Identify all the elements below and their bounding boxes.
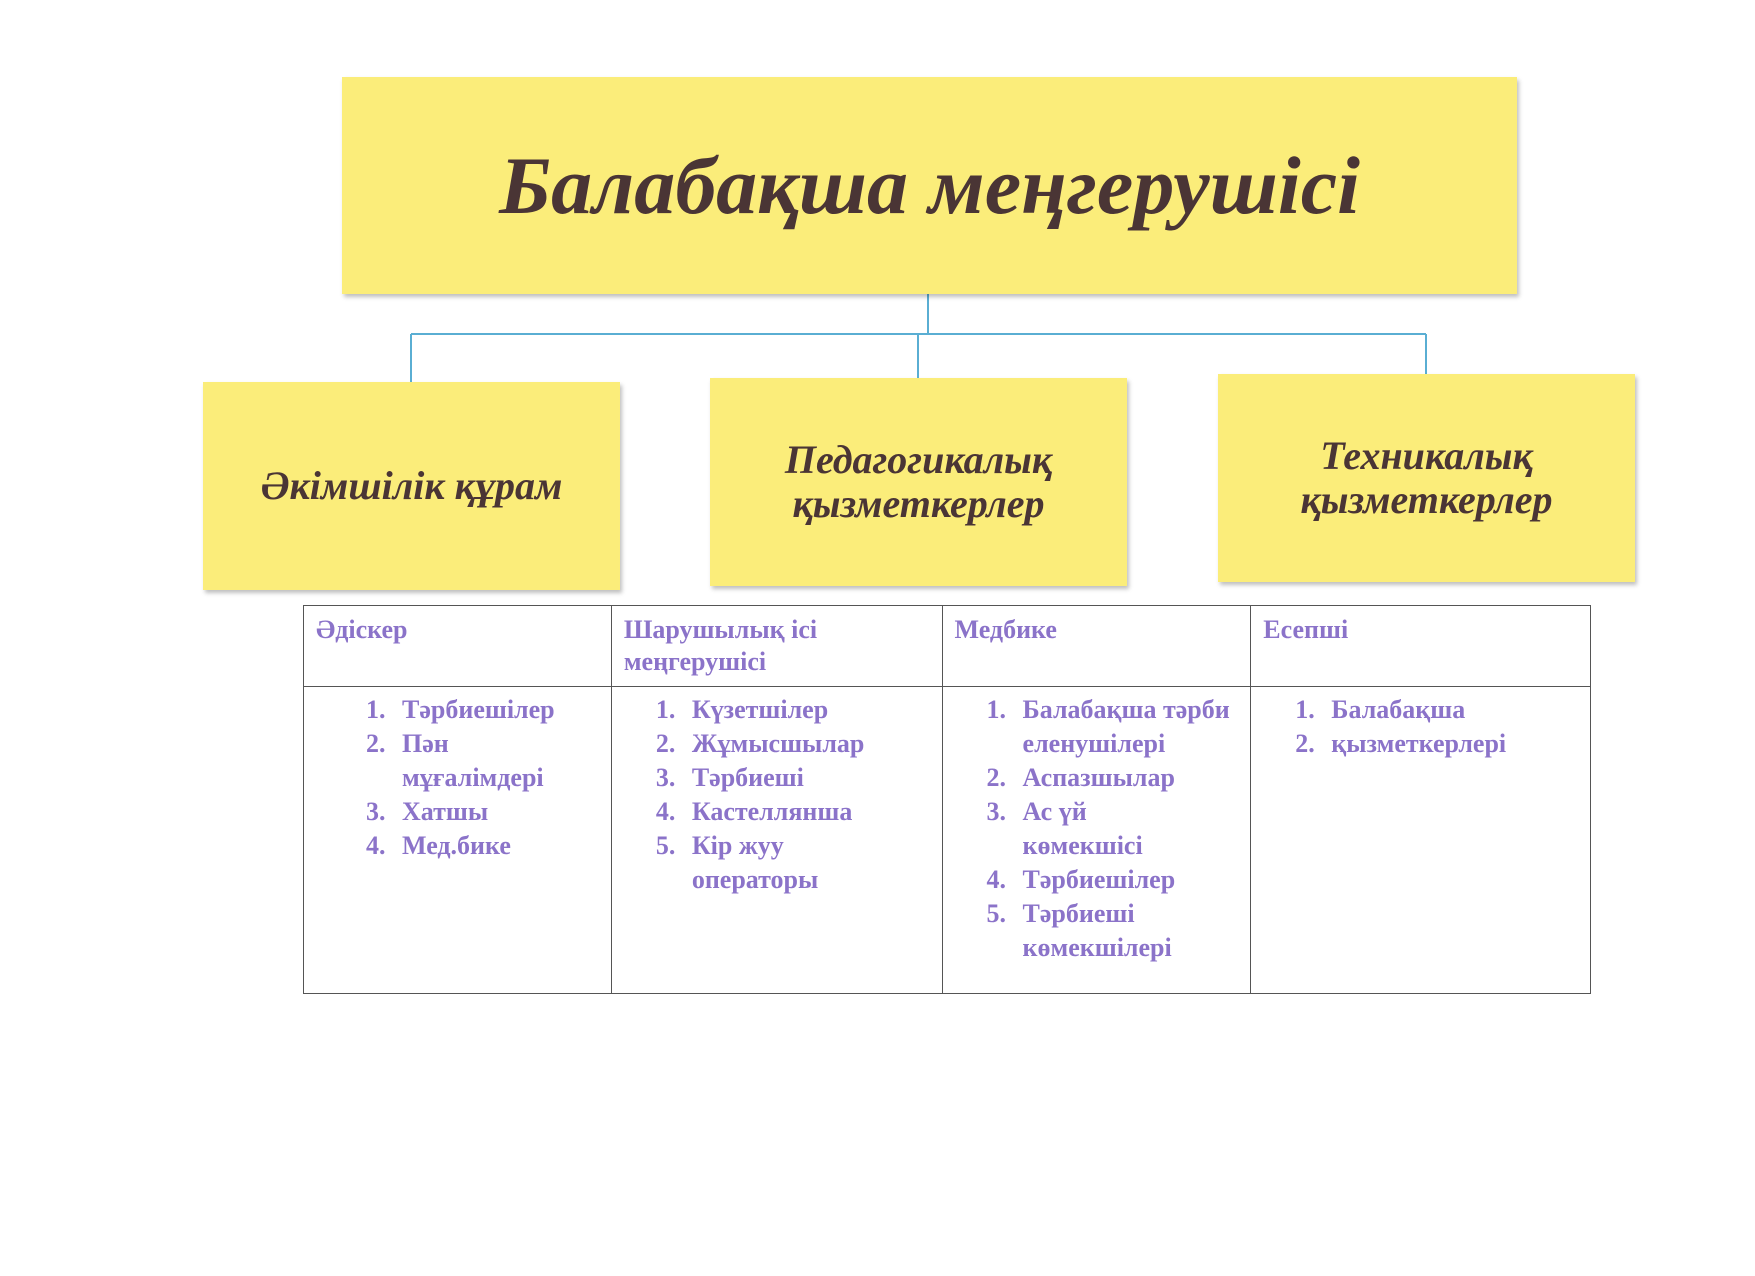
list-item: 4. Кастеллянша [682, 795, 928, 829]
list-item: 3. Тәрбиеші [682, 761, 928, 795]
list-item: 5. Тәрбиеші көмекшілері [1013, 897, 1183, 965]
list-item: 1. Балабақша [1321, 693, 1576, 727]
staff-list [612, 693, 928, 897]
list-item: 3. Хатшы [392, 795, 597, 829]
dept-box-pedagogical [710, 378, 1127, 586]
table-cell [942, 687, 1251, 994]
dept-label-admin: Әкімшілік құрам [260, 463, 563, 508]
list-item: 2. қызметкерлері [1321, 727, 1576, 761]
list-item: 4. Мед.бике [392, 829, 597, 863]
dept-label-pedagogical: Педагогикалық қызметкерлер [784, 437, 1053, 526]
table-header-cell: Есепші [1251, 606, 1591, 687]
head-box [342, 77, 1517, 294]
list-item: 2. Аспазшылар [1013, 761, 1237, 795]
list-item: 2. Пән мұғалімдері [392, 727, 597, 795]
table-header-row [304, 606, 1591, 687]
list-item: 1. Күзетшілер [682, 693, 928, 727]
list-item: 5. Кір жуу операторы [682, 829, 842, 897]
table-header-cell: Шарушылық ісі меңгерушісі [611, 606, 942, 687]
table-cell [304, 687, 612, 994]
table-cell [611, 687, 942, 994]
table-cell [1251, 687, 1591, 994]
staff-list [1251, 693, 1576, 761]
list-item: 2. Жұмысшылар [682, 727, 928, 761]
list-item: 4. Тәрбиешілер [1013, 863, 1237, 897]
dept-box-technical [1218, 374, 1635, 582]
dept-label-technical: Техникалық қызметкерлер [1300, 433, 1553, 522]
table-header-cell: Әдіскер [304, 606, 612, 687]
list-item: 1. Тәрбиешілер [392, 693, 597, 727]
dept-box-admin [203, 382, 620, 590]
head-title: Балабақша меңгерушісі [499, 139, 1360, 231]
table-row [304, 687, 1591, 994]
table-header-cell: Медбике [942, 606, 1251, 687]
staff-list [943, 693, 1237, 965]
list-item: 1. Балабақша тәрбиеленушілері [1013, 693, 1237, 761]
staff-list [304, 693, 597, 863]
list-item: 3. Ас үй көмекшісі [1013, 795, 1163, 863]
staff-table [303, 605, 1591, 994]
